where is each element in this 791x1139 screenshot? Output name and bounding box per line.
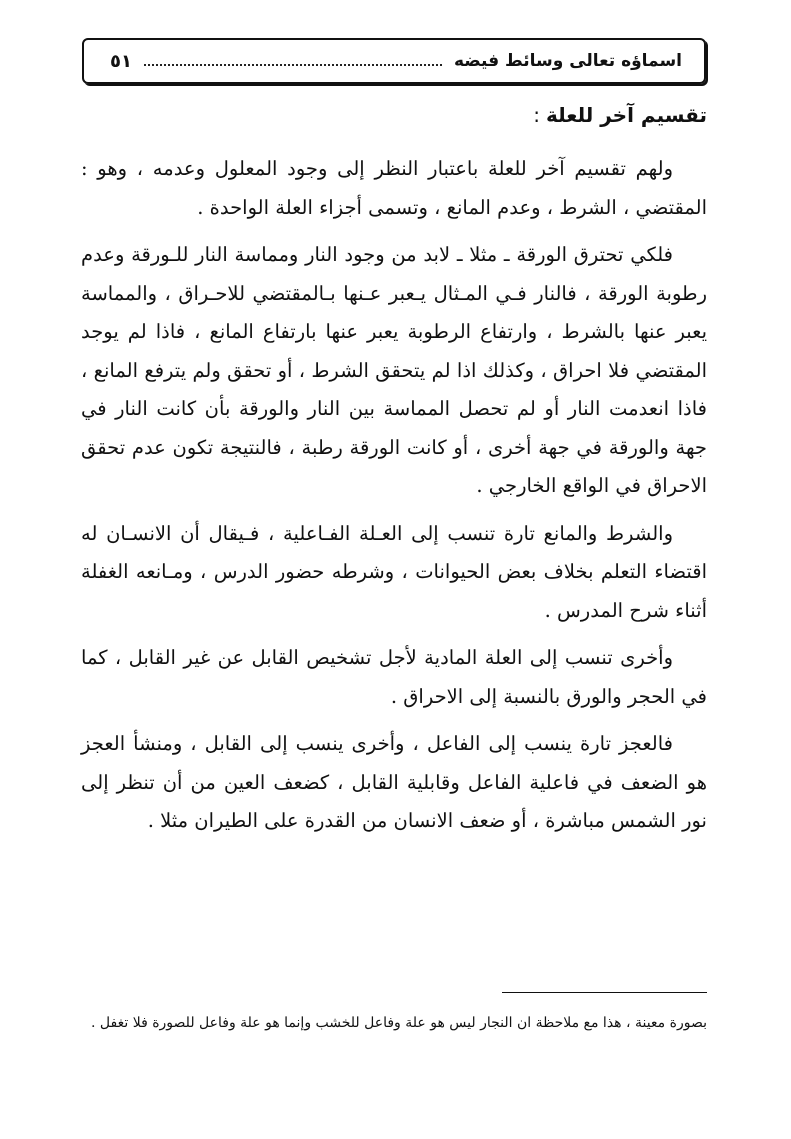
paragraph-3: والشرط والمانع تارة تنسب إلى العـلة الفـاعلية ، فـيقال أن الانسـان له اقتضاء التعلم بخلاف بعض الحيوانات ، وشرطه حضور الدرس ، ومـانعه الغفلة أثناء شرح المدرس . <box>81 521 707 622</box>
header-title: اسماؤه تعالى وسائط فيضه <box>453 51 682 71</box>
paragraph-1: ولهم تقسيم آخر للعلة باعتبار النظر إلى وجود المعلول وعدمه ، وهو : المقتضي ، الشرط ، وعدم المانع ، وتسمى أجزاء العلة الواحدة . <box>81 157 707 219</box>
section-heading <box>533 103 707 127</box>
body-text <box>81 150 707 850</box>
section-title: تقسيم آخر للعلة <box>546 103 707 127</box>
paragraph-2: فلكي تحترق الورقة ـ مثلا ـ لابد من وجود النار ومماسة النار للـورقة وعدم رطوبة الورقة ، فالنار فـي المـثال يـعبر عـنها بـالمقتضي للاحـراق ، والمماسة يعبر عنها بالشرط ، وارتفاع الرطوبة يعبر عنها بارتفاع المانع ، فاذا لم يوجد المقتضي فلا احراق ، وكذلك اذا لم يتحقق الشرط ، أو تحقق ولم يترفع المانع ، فاذا انعدمت النار أو لم تحصل المماسة بين النار والورقة بأن كانت النار في جهة والورقة في جهة أخرى ، أو كانت الورقة رطبة ، فالنتيجة تكون عدم تحقق الاحراق في الواقع الخارجي . <box>81 243 707 497</box>
header-dot-leader <box>144 64 442 66</box>
paragraph-5: فالعجز تارة ينسب إلى الفاعل ، وأخرى ينسب إلى القابل ، ومنشأ العجز هو الضعف في فاعلية الفاعل وقابلية القابل ، كضعف العين من أن تنظر إلى نور الشمس مباشرة ، أو ضعف الانسان من القدرة على الطيران مثلا . <box>81 732 707 832</box>
page-number: ٥١ <box>110 50 132 72</box>
paragraph-4: وأخرى تنسب إلى العلة المادية لأجل تشخيص القابل عن غير القابل ، كما في الحجر والورق بالنسبة إلى الاحراق . <box>81 646 707 708</box>
running-header <box>82 38 706 84</box>
footnote-divider <box>502 992 707 993</box>
section-title-colon: : <box>533 103 540 127</box>
footnote: بصورة معينة ، هذا مع ملاحظة ان النجار ليس هو علة وفاعل للخشب وإنما هو علة وفاعل للصورة فلا تغفل . <box>91 1015 707 1031</box>
